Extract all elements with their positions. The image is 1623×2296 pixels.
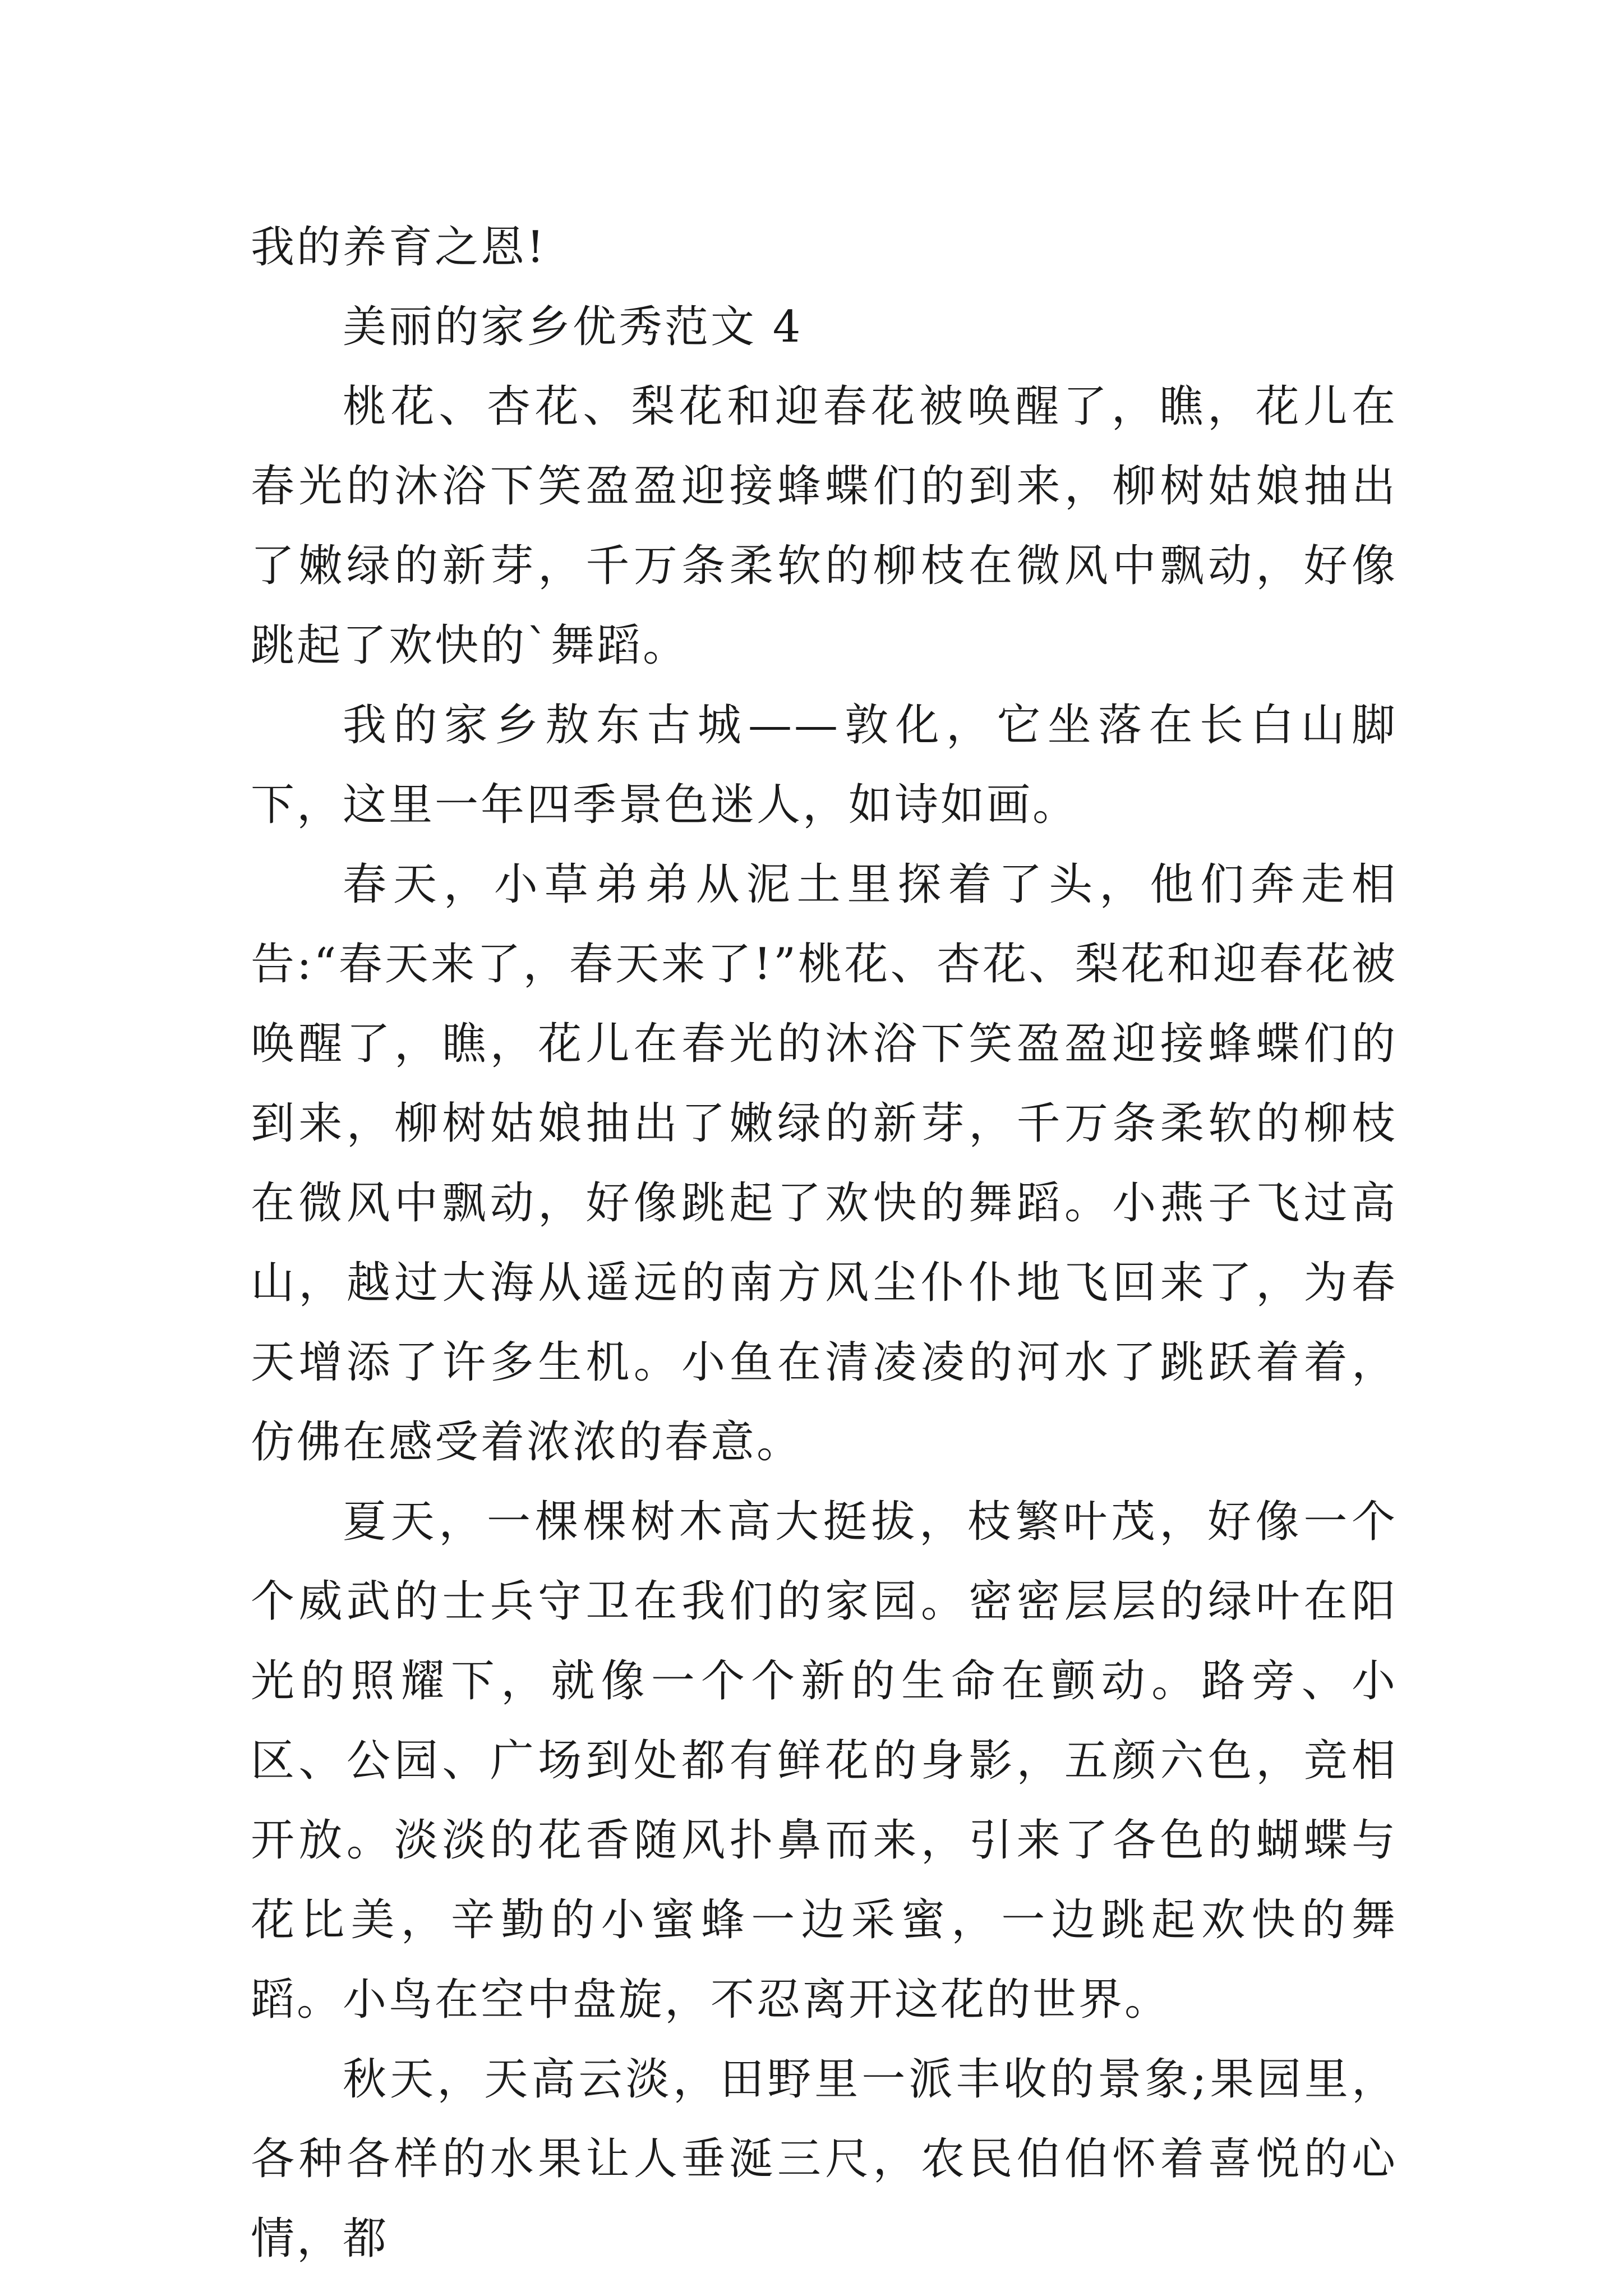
document-body <box>251 208 1398 2279</box>
paragraph-5: 秋天，天高云淡，田野里一派丰收的景象;果园里，各种各样的水果让人垂涎三尺，农民伯伯怀着喜悦的心情，都 <box>251 2054 1398 2264</box>
paragraph-2: 我的家乡敖东古城——敦化，它坐落在长白山脚下，这里一年四季景色迷人，如诗如画。 <box>251 700 1398 830</box>
paragraph-3: 春天，小草弟弟从泥土里探着了头，他们奔走相告:“春天来了，春天来了!”桃花、杏花、梨花和迎春花被唤醒了，瞧，花儿在春光的沐浴下笑盈盈迎接蜂蝶们的到来，柳树姑娘抽出了嫩绿的新芽，千万条柔软的柳枝在微风中飘动，好像跳起了欢快的舞蹈。小燕子飞过高山，越过大海从遥远的南方风尘仆仆地飞回来了，为春天增添了许多生机。小鱼在清凌凌的河水了跳跃着着，仿佛在感受着浓浓的春意。 <box>251 859 1398 1467</box>
lead-fragment: 我的养育之恩! <box>251 222 547 273</box>
paragraph-1: 桃花、杏花、梨花和迎春花被唤醒了，瞧，花儿在春光的沐浴下笑盈盈迎接蜂蝶们的到来，柳树姑娘抽出了嫩绿的新芽，千万条柔软的柳枝在微风中飘动，好像跳起了欢快的`舞蹈。 <box>251 381 1398 671</box>
essay-title: 美丽的家乡优秀范文 4 <box>343 302 803 352</box>
paragraph-4: 夏天，一棵棵树木高大挺拔，枝繁叶茂，好像一个个威武的士兵守卫在我们的家园。密密层层的绿叶在阳光的照耀下，就像一个个新的生命在颤动。路旁、小区、公园、广场到处都有鲜花的身影，五颜六色，竞相开放。淡淡的花香随风扑鼻而来，引来了各色的蝴蝶与花比美，辛勤的小蜜蜂一边采蜜，一边跳起欢快的舞蹈。小鸟在空中盘旋，不忍离开这花的世界。 <box>251 1497 1398 2025</box>
